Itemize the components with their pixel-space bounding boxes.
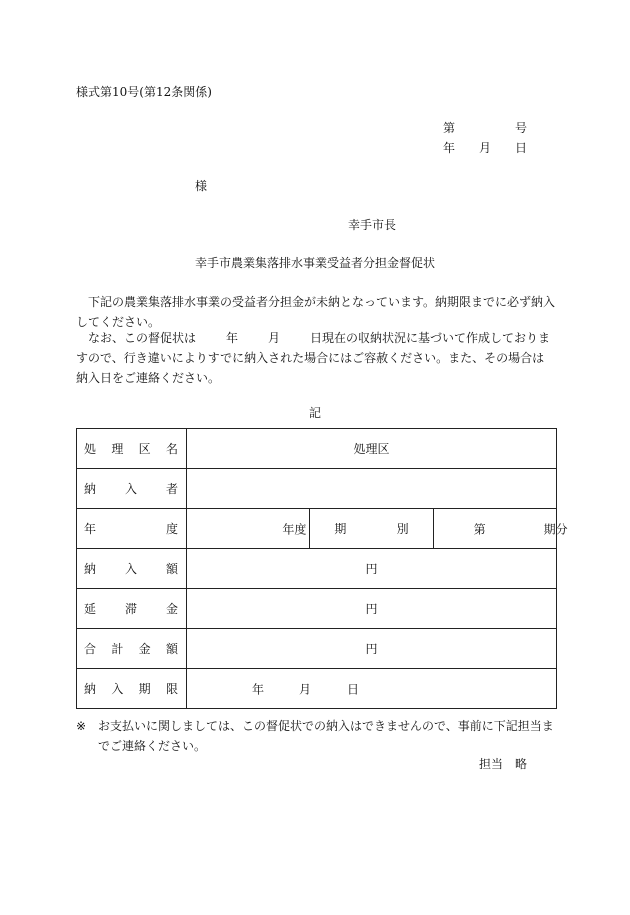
body-paragraph-2 <box>76 328 556 388</box>
body-paragraph-1: 下記の農業集落排水事業の受益者分担金が未納となっています。納期限までに必ず納入してください。 <box>76 295 556 329</box>
table-row <box>77 469 557 509</box>
note-mark: ※ <box>76 719 87 733</box>
table-row <box>77 549 557 589</box>
payment-details-table <box>76 428 568 709</box>
table-row <box>77 629 557 669</box>
period-value: 第 期分 <box>433 509 556 549</box>
para2-post: 日現在の収納状況に基づいて作成しておりますので、行き違いによりすでに納入された場合にはご容赦ください。また、その場合は納入日をご連絡ください。 <box>76 331 551 385</box>
label-period: 期 別 <box>310 509 433 549</box>
footer-note <box>76 716 560 756</box>
label-payment-amount: 納 入 額 <box>77 549 187 589</box>
doc-number-prefix: 第 <box>443 121 456 135</box>
label-due-date: 納 入 期 限 <box>77 669 187 709</box>
total-amount-unit: 円 <box>187 629 557 669</box>
para2-year: 年 <box>226 331 239 345</box>
table-row <box>77 669 557 709</box>
table-row <box>77 589 557 629</box>
payer-value <box>187 469 557 509</box>
district-value: 処理区 <box>187 429 557 469</box>
label-district: 処 理 区 名 <box>77 429 187 469</box>
ki-heading: 記 <box>309 406 322 420</box>
addressee-suffix: 様 <box>195 179 208 193</box>
late-fee-unit: 円 <box>187 589 557 629</box>
para2-pre: なお、この督促状は <box>88 331 197 345</box>
table-row <box>77 509 557 549</box>
due-date-value: 年 月 日 <box>187 669 557 709</box>
document-title: 幸手市農業集落排水事業受益者分担金督促状 <box>195 256 436 270</box>
para2-month: 月 <box>268 331 281 345</box>
table-row <box>77 429 557 469</box>
contact-label: 担当 <box>479 757 504 771</box>
fiscal-year-value: 年度 <box>187 509 310 549</box>
date-day: 日 <box>515 141 528 155</box>
form-number: 様式第10号(第12条関係) <box>76 85 212 99</box>
label-payer: 納 入 者 <box>77 469 187 509</box>
label-fiscal-year: 年 度 <box>77 509 187 549</box>
date-month: 月 <box>479 141 492 155</box>
payment-amount-unit: 円 <box>187 549 557 589</box>
date-year: 年 <box>443 141 456 155</box>
label-late-fee: 延 滞 金 <box>77 589 187 629</box>
note-text: お支払いに関しましては、この督促状での納入はできませんので、事前に下記担当までご連絡ください。 <box>98 719 554 753</box>
contact-omitted: 略 <box>515 757 528 771</box>
label-total-amount: 合 計 金 額 <box>77 629 187 669</box>
doc-number-suffix: 号 <box>515 121 528 135</box>
issuer: 幸手市長 <box>348 218 397 232</box>
